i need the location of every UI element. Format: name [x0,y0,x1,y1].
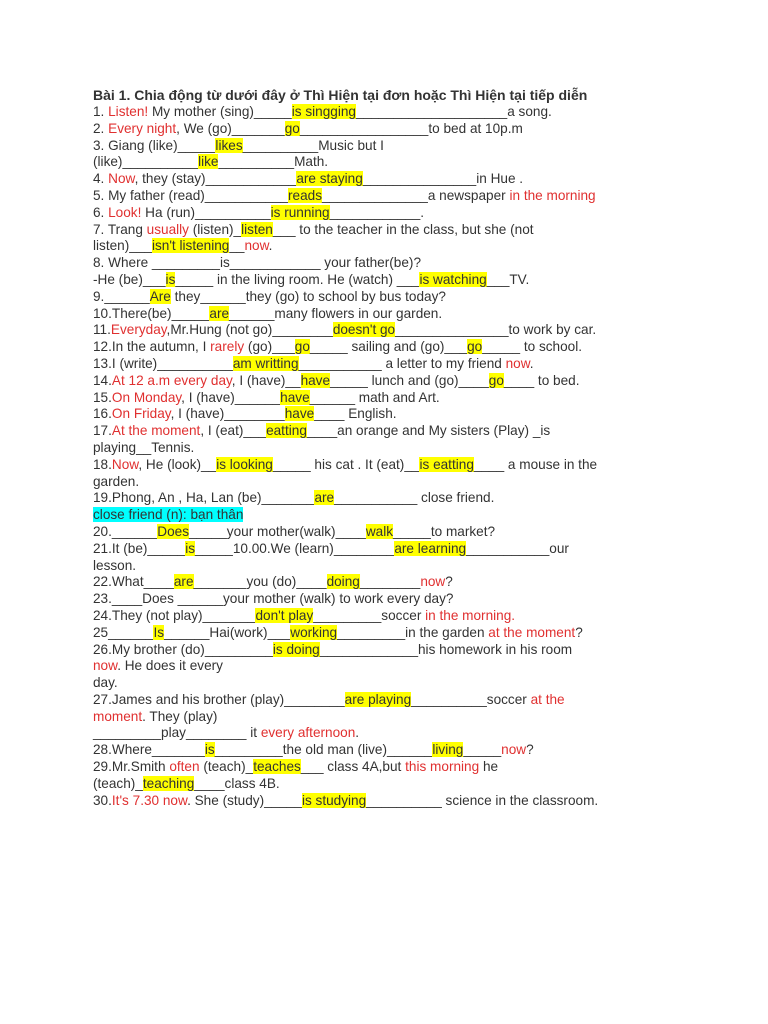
exercise-line [93,541,693,558]
exercise-lines [93,104,693,809]
answer-highlight: doesn't go [332,322,396,338]
vocab-note: close friend (n): bạn thân [93,507,244,523]
exercise-line [93,238,693,255]
line-text: -He (be)___ [93,271,166,287]
exercise-line [93,507,693,524]
time-expression: now [501,742,527,758]
exercise-line [93,742,693,759]
line-text: 20.______ [93,523,158,539]
time-expression: Look! [108,204,142,220]
line-text: _______________in Hue . [362,171,524,187]
exercise-title: Bài 1. Chia động từ dưới đây ở Thì Hiện tại đơn hoặc Thì Hiện tại tiếp diễn [93,87,588,103]
answer-highlight: go [488,372,504,388]
time-expression: now [93,658,118,674]
time-expression: At 12 a.m every day [111,372,232,388]
answer-highlight: is [204,742,215,758]
line-text: _________play________ it [93,725,261,741]
exercise-line [93,574,693,591]
answer-highlight: are learning [394,540,467,556]
line-text: 22.What____ [93,574,174,590]
answer-highlight: is [185,540,196,556]
exercise-line [93,222,693,239]
line-text: 26.My brother (do)_________ [93,641,273,657]
time-expression: On Monday [111,389,182,405]
exercise-line [93,339,693,356]
line-text: ____an orange and My sisters (Play) _is [306,423,551,439]
line-text: 27.James and his brother (play)________ [93,691,345,707]
line-text: , I (have)________ [170,406,285,422]
line-text: 29.Mr.Smith [93,759,170,775]
exercise-line [93,474,693,491]
line-text: ______many flowers in our garden. [229,305,443,321]
answer-highlight: Does [157,523,189,539]
line-text: __ [229,238,245,254]
worksheet [93,86,693,809]
line-text: 11. [93,322,111,338]
exercise-line [93,373,693,390]
line-text: _____________his homework in his room [319,641,573,657]
exercise-line [93,608,693,625]
answer-highlight: go [467,339,483,355]
exercise-line [93,104,693,121]
answer-highlight: eatting [266,423,307,439]
line-text: _______________to work by car. [395,322,597,338]
answer-highlight: are [314,490,335,506]
line-text: lesson. [93,557,137,573]
line-text: , I (have)__ [231,372,301,388]
line-text: (go)___ [244,339,295,355]
answer-highlight: go [294,339,310,355]
exercise-line [93,406,693,423]
time-expression: Listen! [108,104,149,119]
exercise-line [93,591,693,608]
exercise-line [93,121,693,138]
line-text: . He does it every [117,658,223,674]
line-text: (like)__________ [93,154,199,170]
line-text: ___________our [466,540,569,556]
answer-highlight: don't play [255,607,314,623]
exercise-line [93,658,693,675]
line-text: __________Math. [218,154,329,170]
exercise-line [93,524,693,541]
answer-highlight: is watching [419,271,487,287]
line-text: 23.____Does ______your mother (walk) to work every day? [93,591,454,607]
line-text: My mother (sing)_____ [148,104,292,119]
line-text: ___________ a letter to my friend [298,355,506,371]
time-expression: It's 7.30 now [111,792,188,808]
line-text: 13.I (write)__________ [93,355,233,371]
answer-highlight: likes [215,137,243,153]
line-text: 18. [93,456,112,472]
time-expression: At the moment [111,423,201,439]
exercise-line [93,793,693,810]
time-expression: now [244,238,269,254]
line-text: 2. [93,120,109,136]
line-text: 25______ [93,624,154,640]
line-text: ____class 4B. [194,775,280,791]
answer-highlight: Is [153,624,165,640]
answer-highlight: is eatting [419,456,474,472]
answer-highlight: are playing [344,691,412,707]
answer-highlight: go [284,120,300,136]
exercise-line [93,272,693,289]
line-text: garden. [93,473,140,489]
line-text: _____to market? [393,523,496,539]
line-text: . [529,355,534,371]
line-text: 8. Where _________is____________ your father(be)? [93,255,422,271]
answer-highlight: are staying [296,171,363,187]
line-text: ______Hai(work)___ [164,624,291,640]
line-text: . They (play) [142,708,218,724]
line-text: . [268,238,273,254]
line-text: 14. [93,372,112,388]
exercise-line [93,625,693,642]
exercise-line [93,440,693,457]
time-expression: On Friday [111,406,171,422]
line-text: __________soccer [411,691,531,707]
answer-highlight: isn't listening [151,238,230,254]
line-text: 12.In the autumn, I [93,339,211,355]
line-text: __________ science in the classroom. [366,792,599,808]
line-text: _______you (do)____ [193,574,327,590]
time-expression: rarely [210,339,245,355]
line-text: 1. [93,104,109,119]
exercise-line [93,457,693,474]
line-text: 17. [93,423,112,439]
line-text: _________in the garden [337,624,489,640]
exercise-line [93,154,693,171]
answer-highlight: working [290,624,338,640]
line-text: they______they (go) to school by bus today? [170,288,446,304]
time-expression: now [505,355,530,371]
exercise-line [93,759,693,776]
time-expression: Now [111,456,139,472]
line-text: _____ to school. [482,339,583,355]
answer-highlight: walk [365,523,394,539]
answer-highlight: is doing [272,641,320,657]
line-text: ___ class 4A,but [300,759,406,775]
exercise-line [93,675,693,692]
time-expression: Everyday [110,322,167,338]
line-text: __________Music but I [242,137,384,153]
exercise-line [93,490,693,507]
answer-highlight: is studying [301,792,367,808]
line-text: _____your mother(walk)____ [189,523,366,539]
exercise-line [93,558,693,575]
line-text: 7. Trang [93,221,147,237]
answer-highlight: have [280,389,310,405]
answer-highlight: doing [326,574,360,590]
line-text: 10.There(be)_____ [93,305,210,321]
answer-highlight: Are [149,288,171,304]
line-text: ________ [359,574,421,590]
line-text: 6. [93,204,109,220]
line-text: 19.Phong, An , Ha, Lan (be)_______ [93,490,315,506]
line-text: Ha (run)__________ [141,204,271,220]
answer-highlight: like [198,154,219,170]
line-text: , I (eat)___ [200,423,267,439]
line-text: day. [93,675,118,691]
time-expression: moment [93,708,143,724]
line-text: 5. My father (read)___________ [93,187,288,203]
exercise-line [93,725,693,742]
line-text: ,Mr.Hung (not go)________ [166,322,333,338]
line-text: (teach)_ [199,759,254,775]
answer-highlight: have [300,372,331,388]
line-text: , We (go)_______ [176,120,285,136]
answer-highlight: teaching [142,775,195,791]
line-text: . She (study)_____ [187,792,302,808]
line-text: ____ to bed. [503,372,580,388]
answer-highlight: listen [241,221,273,237]
line-text: 16. [93,406,112,422]
line-text: . [355,725,360,741]
exercise-line [93,322,693,339]
line-text: 3. Giang (like)_____ [93,137,216,153]
answer-highlight: is running [270,204,330,220]
answer-highlight: is [165,271,176,287]
line-text: ____ a mouse in the [473,456,598,472]
line-text: ? [445,574,453,590]
line-text: _____ his cat . It (eat)__ [272,456,420,472]
exercise-line [93,423,693,440]
line-text: , He (look)__ [138,456,217,472]
exercise-line [93,171,693,188]
line-text: ___ to the teacher in the class, but she (not [272,221,534,237]
line-text: _____ lunch and (go)____ [330,372,489,388]
line-text: 21.It (be)_____ [93,540,186,556]
line-text: he [479,759,499,775]
exercise-line [93,255,693,272]
time-expression: this morning [405,759,480,775]
exercise-line [93,356,693,373]
line-text: _____10.00.We (learn)________ [195,540,395,556]
line-text: (teach)_ [93,775,143,791]
line-text: ____________. [329,204,425,220]
time-expression: at the moment [488,624,576,640]
line-text: ____________________a song. [355,104,552,119]
exercise-line [93,390,693,407]
time-expression: in the morning. [425,607,516,623]
line-text: (listen)_ [188,221,242,237]
exercise-line [93,642,693,659]
exercise-line [93,188,693,205]
exercise-line [93,709,693,726]
line-text: , they (stay)____________ [134,171,297,187]
answer-highlight: are [173,574,194,590]
time-expression: every afternoon [260,725,356,741]
exercise-line [93,692,693,709]
line-text: , I (have)______ [181,389,281,405]
line-text: ______________a newspaper [322,187,510,203]
line-text: _____ [463,742,502,758]
answer-highlight: have [284,406,315,422]
time-expression: in the morning [509,187,596,203]
line-text: ___TV. [486,271,530,287]
time-expression: Now [108,171,135,187]
time-expression: Every night [108,120,177,136]
answer-highlight: am writting [232,355,299,371]
answer-highlight: teaches [253,759,301,775]
line-text: 24.They (not play)_______ [93,607,256,623]
answer-highlight: reads [287,187,322,203]
line-text: ? [575,624,583,640]
line-text: 28.Where_______ [93,742,205,758]
time-expression: usually [146,221,189,237]
line-text: _____ sailing and (go)___ [309,339,468,355]
exercise-line [93,289,693,306]
line-text: 30. [93,792,112,808]
exercise-line [93,138,693,155]
answer-highlight: is looking [216,456,273,472]
line-text: ___________ close friend. [334,490,495,506]
line-text: _____ in the living room. He (watch) ___ [175,271,420,287]
answer-highlight: is singging [291,104,356,119]
answer-highlight: are [209,305,230,321]
line-text: ? [526,742,534,758]
exercise-line [93,205,693,222]
exercise-line [93,306,693,323]
exercise-line [93,776,693,793]
answer-highlight: living [432,742,464,758]
time-expression: now [420,574,446,590]
line-text: _________soccer [313,607,426,623]
line-text: ____ English. [314,406,397,422]
line-text: playing__Tennis. [93,439,195,455]
time-expression: at the [530,691,565,707]
line-text: _________the old man (live)______ [214,742,433,758]
time-expression: often [169,759,200,775]
line-text: 15. [93,389,112,405]
line-text: 9.______ [93,288,150,304]
line-text: _________________to bed at 10p.m [299,120,523,136]
line-text: listen)___ [93,238,152,254]
line-text: ______ math and Art. [309,389,440,405]
line-text: 4. [93,171,109,187]
